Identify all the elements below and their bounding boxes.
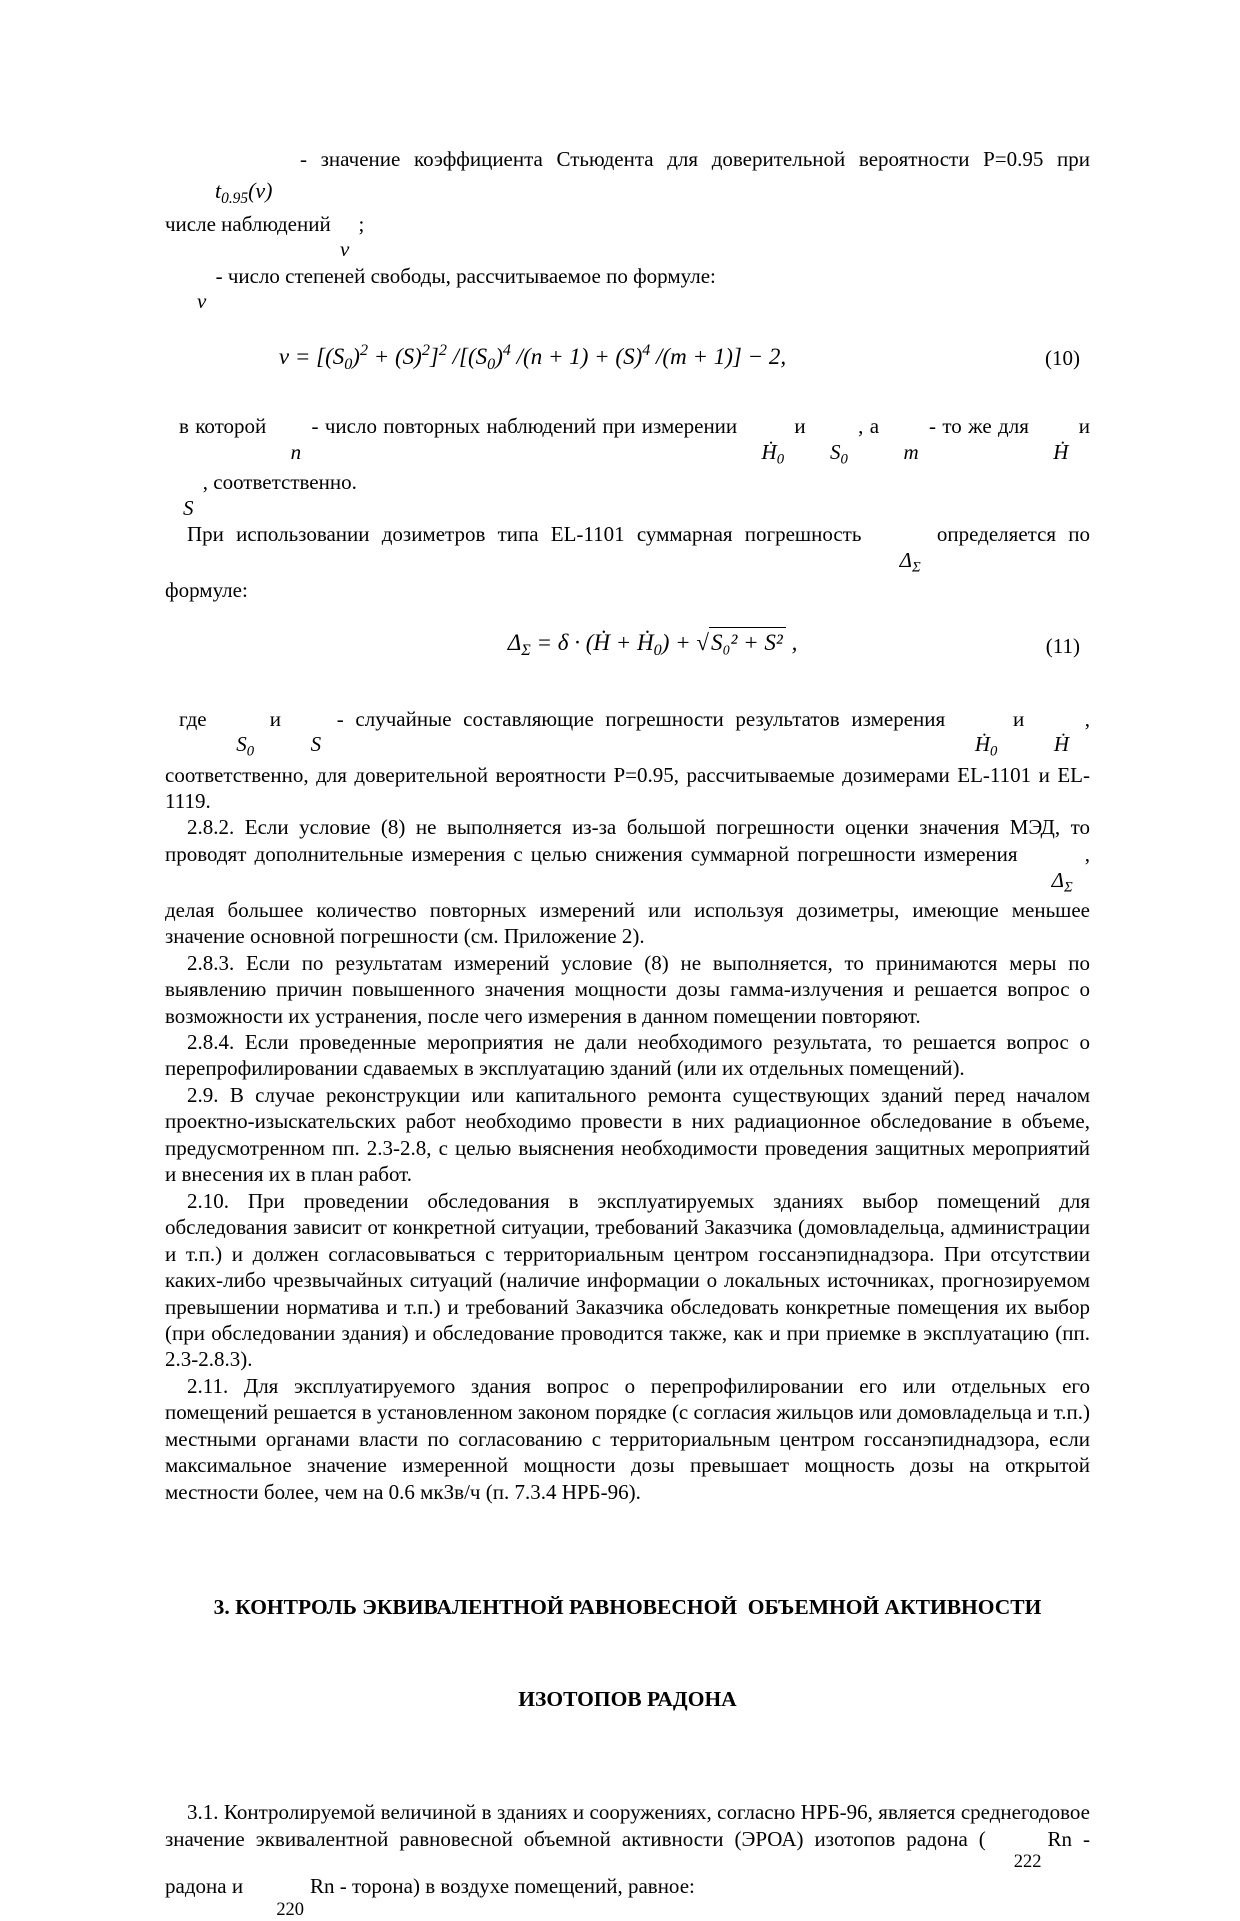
section-3-heading-line1: 3. КОНТРОЛЬ ЭКВИВАЛЕНТНОЙ РАВНОВЕСНОЙ ОБЪЕМНОЙ АКТИВНОСТИ bbox=[213, 1595, 1042, 1620]
subscript: Σ bbox=[521, 642, 531, 660]
text-segment: 2.8.2. Если условие (8) не выполняется из-за большой погрешности оценки значения МЭД, то проводят дополнительные измерения с целью снижения суммарной погрешности измерения bbox=[165, 815, 1090, 866]
subscript: 0 bbox=[246, 744, 255, 761]
text-segment: - число повторных наблюдений при измерении bbox=[305, 414, 744, 439]
text-segment: - случайные составляющие погрешности результатов измерения bbox=[325, 706, 957, 731]
text-segment: )$^2$ bbox=[352, 341, 368, 369]
text-segment: m bbox=[903, 439, 919, 464]
formula-11-body bbox=[507, 627, 798, 660]
text-segment: S bbox=[183, 495, 194, 520]
text-segment: , соответственно. bbox=[197, 469, 357, 494]
text-segment: $S_0$ bbox=[236, 732, 255, 761]
text-segment: и bbox=[788, 414, 812, 439]
text-segment: ν bbox=[197, 289, 207, 314]
superscript: 4 bbox=[642, 341, 651, 359]
text-segment: 2.8.4. Если проведенные мероприятия не дали необходимого результата, то решается вопрос о перепрофилировании сдаваемых в эксплуатацию зданий (или их отдельных помещений). bbox=[165, 1030, 1090, 1081]
text-segment: и bbox=[258, 706, 293, 731]
text-segment: ) + bbox=[661, 630, 697, 656]
superscript: 2 bbox=[438, 341, 447, 359]
text-segment: Ḣ$_0$ bbox=[761, 439, 785, 468]
text-segment: - значение коэффициента Стьюдента для доверительной вероятности P=0.95 при bbox=[300, 147, 1090, 171]
text-segment: √ bbox=[696, 630, 709, 656]
paragraph-2-11 bbox=[165, 1373, 1090, 1505]
text-segment: $/[(S_0$ bbox=[446, 343, 496, 373]
text-segment: 220 bbox=[276, 1898, 305, 1919]
text-segment: (ν) bbox=[248, 178, 273, 204]
text-segment: - число степеней свободы, рассчитываемое по формуле: bbox=[210, 263, 716, 288]
section-3-heading-line2: ИЗОТОПОВ РАДОНА bbox=[518, 1686, 737, 1711]
text-segment: = δ · (Ḣ + Ḣ$_0$ bbox=[530, 630, 662, 660]
paragraph-2-8-4 bbox=[165, 1029, 1090, 1082]
text-segment: /(m + 1)] − 2, bbox=[650, 343, 787, 369]
text-segment: Rn - радона и bbox=[165, 1826, 1090, 1899]
text-segment: $/(n + 1) + (S)^4$ bbox=[510, 341, 651, 369]
paragraph-in-which bbox=[165, 413, 1090, 521]
text-segment: 2.11. Для эксплуатируемого здания вопрос о перепрофилировании его или отдельных его помещений решается в установленном законом порядке (с согласия жильцов или домовладельца и т.п.) местными органами власти по согласованию с территориальным центром госсанэпиднадзора, если максимальное значение измеренной мощности дозы превышает мощность дозы на открытой местности более, чем на 0.6 мкЗв/ч (п. 7.3.4 НРБ-96). bbox=[165, 1373, 1090, 1504]
subscript: 0.95 bbox=[221, 190, 249, 208]
text-segment: 2.8.3. Если по результатам измерений условие (8) не выполняется, то принимаются меры по выявлению причин повышенного значения мощности дозы гамма-излучения и решается вопрос о возможности их устранения, после чего измерения в данном помещении повторяют. bbox=[165, 950, 1090, 1028]
text-segment: Ḣ$_0$ bbox=[974, 732, 998, 761]
text-segment: 2.10. При проведении обследования в эксплуатируемых зданиях выбор помещений для обследования зависит от конкретной ситуации, требований Заказчика (домовладельца, администрации и т.п.) и должен согласовываться с территориальным центром госсанэпиднадзора. При отсутствии каких-либо чрезвычайных ситуаций (наличие информации о локальных источниках, прогнозируемом превышении норматива и т.п.) и требований Заказчика обследовать конкретные помещения их выбор (при обследовании здания) и обследование проводится также, как и при приемке в эксплуатацию (пп. 2.3-2.8.3). bbox=[165, 1188, 1090, 1372]
text-segment: , соответственно, для доверительной вероятности P=0.95, рассчитываемые дозимерами EL-1101 и EL-1119. bbox=[165, 706, 1090, 814]
text-segment: Ḣ bbox=[1053, 439, 1069, 464]
text-segment: Ḣ bbox=[1053, 732, 1070, 757]
text-segment: $\nu = [(S_0$ bbox=[278, 343, 353, 373]
text-segment: S₀² + S² bbox=[709, 627, 786, 655]
text-segment: , bbox=[785, 630, 798, 656]
text-segment: - то же для bbox=[922, 414, 1036, 439]
text-segment: n bbox=[290, 439, 302, 464]
text-segment: $\Delta_\Sigma$ bbox=[507, 630, 531, 660]
paragraph-number-of-observations bbox=[165, 211, 1090, 263]
text-segment: $S_0$ bbox=[829, 439, 848, 468]
superscript: 4 bbox=[502, 341, 511, 359]
paragraph-2-10 bbox=[165, 1188, 1090, 1373]
subscript: 0 bbox=[990, 744, 998, 761]
subscript: 0 bbox=[653, 642, 662, 660]
text-segment: где bbox=[179, 706, 219, 731]
display-formula-10 bbox=[165, 341, 1090, 375]
text-segment: , делая большее количество повторных измерений или используя дозиметры, имеющие меньшее значение основной погрешности (см. Приложение 2). bbox=[165, 841, 1091, 949]
subscript: 0 bbox=[487, 355, 496, 373]
text-segment: числе наблюдений bbox=[165, 211, 336, 236]
formula-10-number: (10) bbox=[1045, 345, 1080, 370]
subscript: Σ bbox=[911, 559, 921, 576]
text-segment: 2.9. В случае реконструкции или капитального ремонта существующих зданий перед началом проектно-изыскательских работ необходимо провести в них радиационное обследование в объеме, предусмотренном пп. 2.3-2.8, с целью выяснения необходимости проведения защитных мероприятий и внесения их в план работ. bbox=[165, 1082, 1090, 1187]
text-segment: При использовании дозиметров типа EL-1101 суммарная погрешность bbox=[187, 522, 874, 547]
formula-10-body bbox=[278, 341, 787, 373]
text-segment: и bbox=[1072, 414, 1090, 439]
text-segment: в которой bbox=[179, 414, 273, 439]
paragraph-student-coefficient bbox=[300, 146, 1090, 172]
inline-formula-t095 bbox=[215, 172, 1090, 210]
paragraph-el1101-total-error bbox=[165, 521, 1090, 603]
paragraph-3-1 bbox=[165, 1799, 1090, 1921]
subscript: 0 bbox=[840, 451, 848, 468]
text-segment: 3.1. Контролируемой величиной в зданиях и сооружениях, согласно НРБ-96, является среднегодовое значение эквивалентной равновесной объемной активности (ЭРОА) изотопов радона ( bbox=[165, 1800, 1090, 1851]
text-segment: $\Delta_\Sigma$ bbox=[1051, 867, 1073, 896]
paragraph-2-9 bbox=[165, 1082, 1090, 1188]
text-segment: Rn - торона) в воздухе помещений, равное: bbox=[310, 1874, 695, 1899]
text-segment: ν bbox=[339, 237, 350, 262]
subscript: Σ bbox=[1063, 879, 1073, 896]
paragraph-where-random-errors bbox=[165, 706, 1090, 815]
subscript: 0 bbox=[344, 355, 353, 373]
paragraph-nu-definition bbox=[165, 263, 1090, 315]
superscript: 2 bbox=[421, 341, 430, 359]
text-segment: S bbox=[310, 732, 322, 757]
text-segment: $t_{0.95}$ bbox=[215, 178, 249, 208]
text-segment: ]$^2$ bbox=[429, 341, 447, 369]
text-segment: , а bbox=[851, 414, 886, 439]
superscript: 2 bbox=[359, 341, 368, 359]
paragraph-2-8-3 bbox=[165, 950, 1090, 1029]
subscript: 0 bbox=[776, 451, 785, 468]
formula-11-number: (11) bbox=[1045, 633, 1080, 658]
text-segment: + $(S)^2$ bbox=[368, 341, 430, 369]
display-formula-11 bbox=[165, 629, 1090, 661]
text-segment: и bbox=[1001, 706, 1036, 731]
paragraph-2-8-2 bbox=[165, 814, 1090, 949]
text-segment: $\Delta_\Sigma$ bbox=[899, 547, 921, 576]
text-segment: определяется по формуле: bbox=[165, 522, 1090, 602]
text-segment: 222 bbox=[1013, 1851, 1042, 1871]
text-segment: )$^4$ bbox=[495, 341, 511, 369]
text-segment: ; bbox=[353, 211, 365, 236]
section-3-heading bbox=[165, 1531, 1090, 1775]
